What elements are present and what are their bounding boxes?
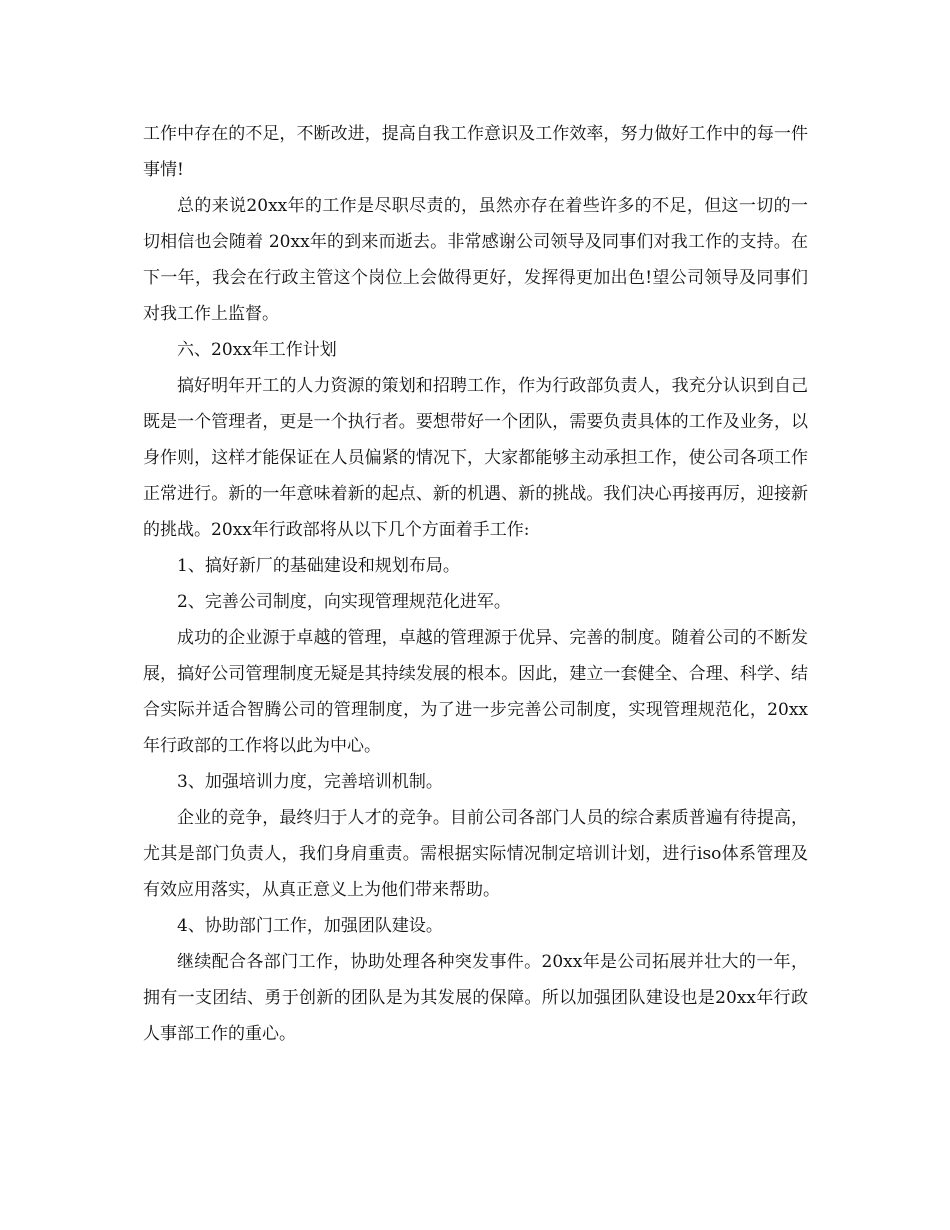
list-item-1: 1、搞好新厂的基础建设和规划布局。	[177, 556, 460, 576]
section-heading-work-plan: 六、20xx年工作计划	[177, 340, 337, 360]
list-item-3: 3、加强培训力度，完善培训机制。	[177, 772, 443, 792]
paragraph-2: 总的来说20xx年的工作是尽职尽责的，虽然亦存在着些许多的不足，但这一切的一切相信也会随着 20xx年的到来而逝去。非常感谢公司领导及同事们对我工作的支持。在下一年，我会在行政主管这个岗位上会做得更好，发挥得更加出色!望公司领导及同事们对我工作上监督。	[143, 196, 808, 324]
list-item-4: 4、协助部门工作，加强团队建设。	[177, 916, 443, 936]
list-item-2: 2、完善公司制度，向实现管理规范化进军。	[177, 592, 511, 612]
paragraph-1: 工作中存在的不足，不断改进，提高自我工作意识及工作效率，努力做好工作中的每一件事情!	[143, 124, 808, 180]
paragraph-11: 继续配合各部门工作，协助处理各种突发事件。20xx年是公司拓展并壮大的一年，拥有一支团结、勇于创新的团队是为其发展的保障。所以加强团队建设也是20xx年行政人事部工作的重心。	[143, 952, 808, 1044]
paragraph-7: 成功的企业源于卓越的管理，卓越的管理源于优异、完善的制度。随着公司的不断发展，搞好公司管理制度无疑是其持续发展的根本。因此，建立一套健全、合理、科学、结合实际并适合智腾公司的管理制度，为了进一步完善公司制度，实现管理规范化，20xx年行政部的工作将以此为中心。	[143, 628, 808, 756]
paragraph-9: 企业的竞争，最终归于人才的竞争。目前公司各部门人员的综合素质普遍有待提高，尤其是部门负责人，我们身肩重责。需根据实际情况制定培训计划，进行iso体系管理及有效应用落实，从真正意义上为他们带来帮助。	[143, 808, 808, 900]
document-body	[143, 116, 808, 1052]
paragraph-4: 搞好明年开工的人力资源的策划和招聘工作，作为行政部负责人，我充分认识到自己既是一个管理者，更是一个执行者。要想带好一个团队，需要负责具体的工作及业务，以身作则，这样才能保证在人员偏紧的情况下，大家都能够主动承担工作，使公司各项工作正常进行。新的一年意味着新的起点、新的机遇、新的挑战。我们决心再接再厉，迎接新的挑战。20xx年行政部将从以下几个方面着手工作:	[143, 376, 808, 540]
